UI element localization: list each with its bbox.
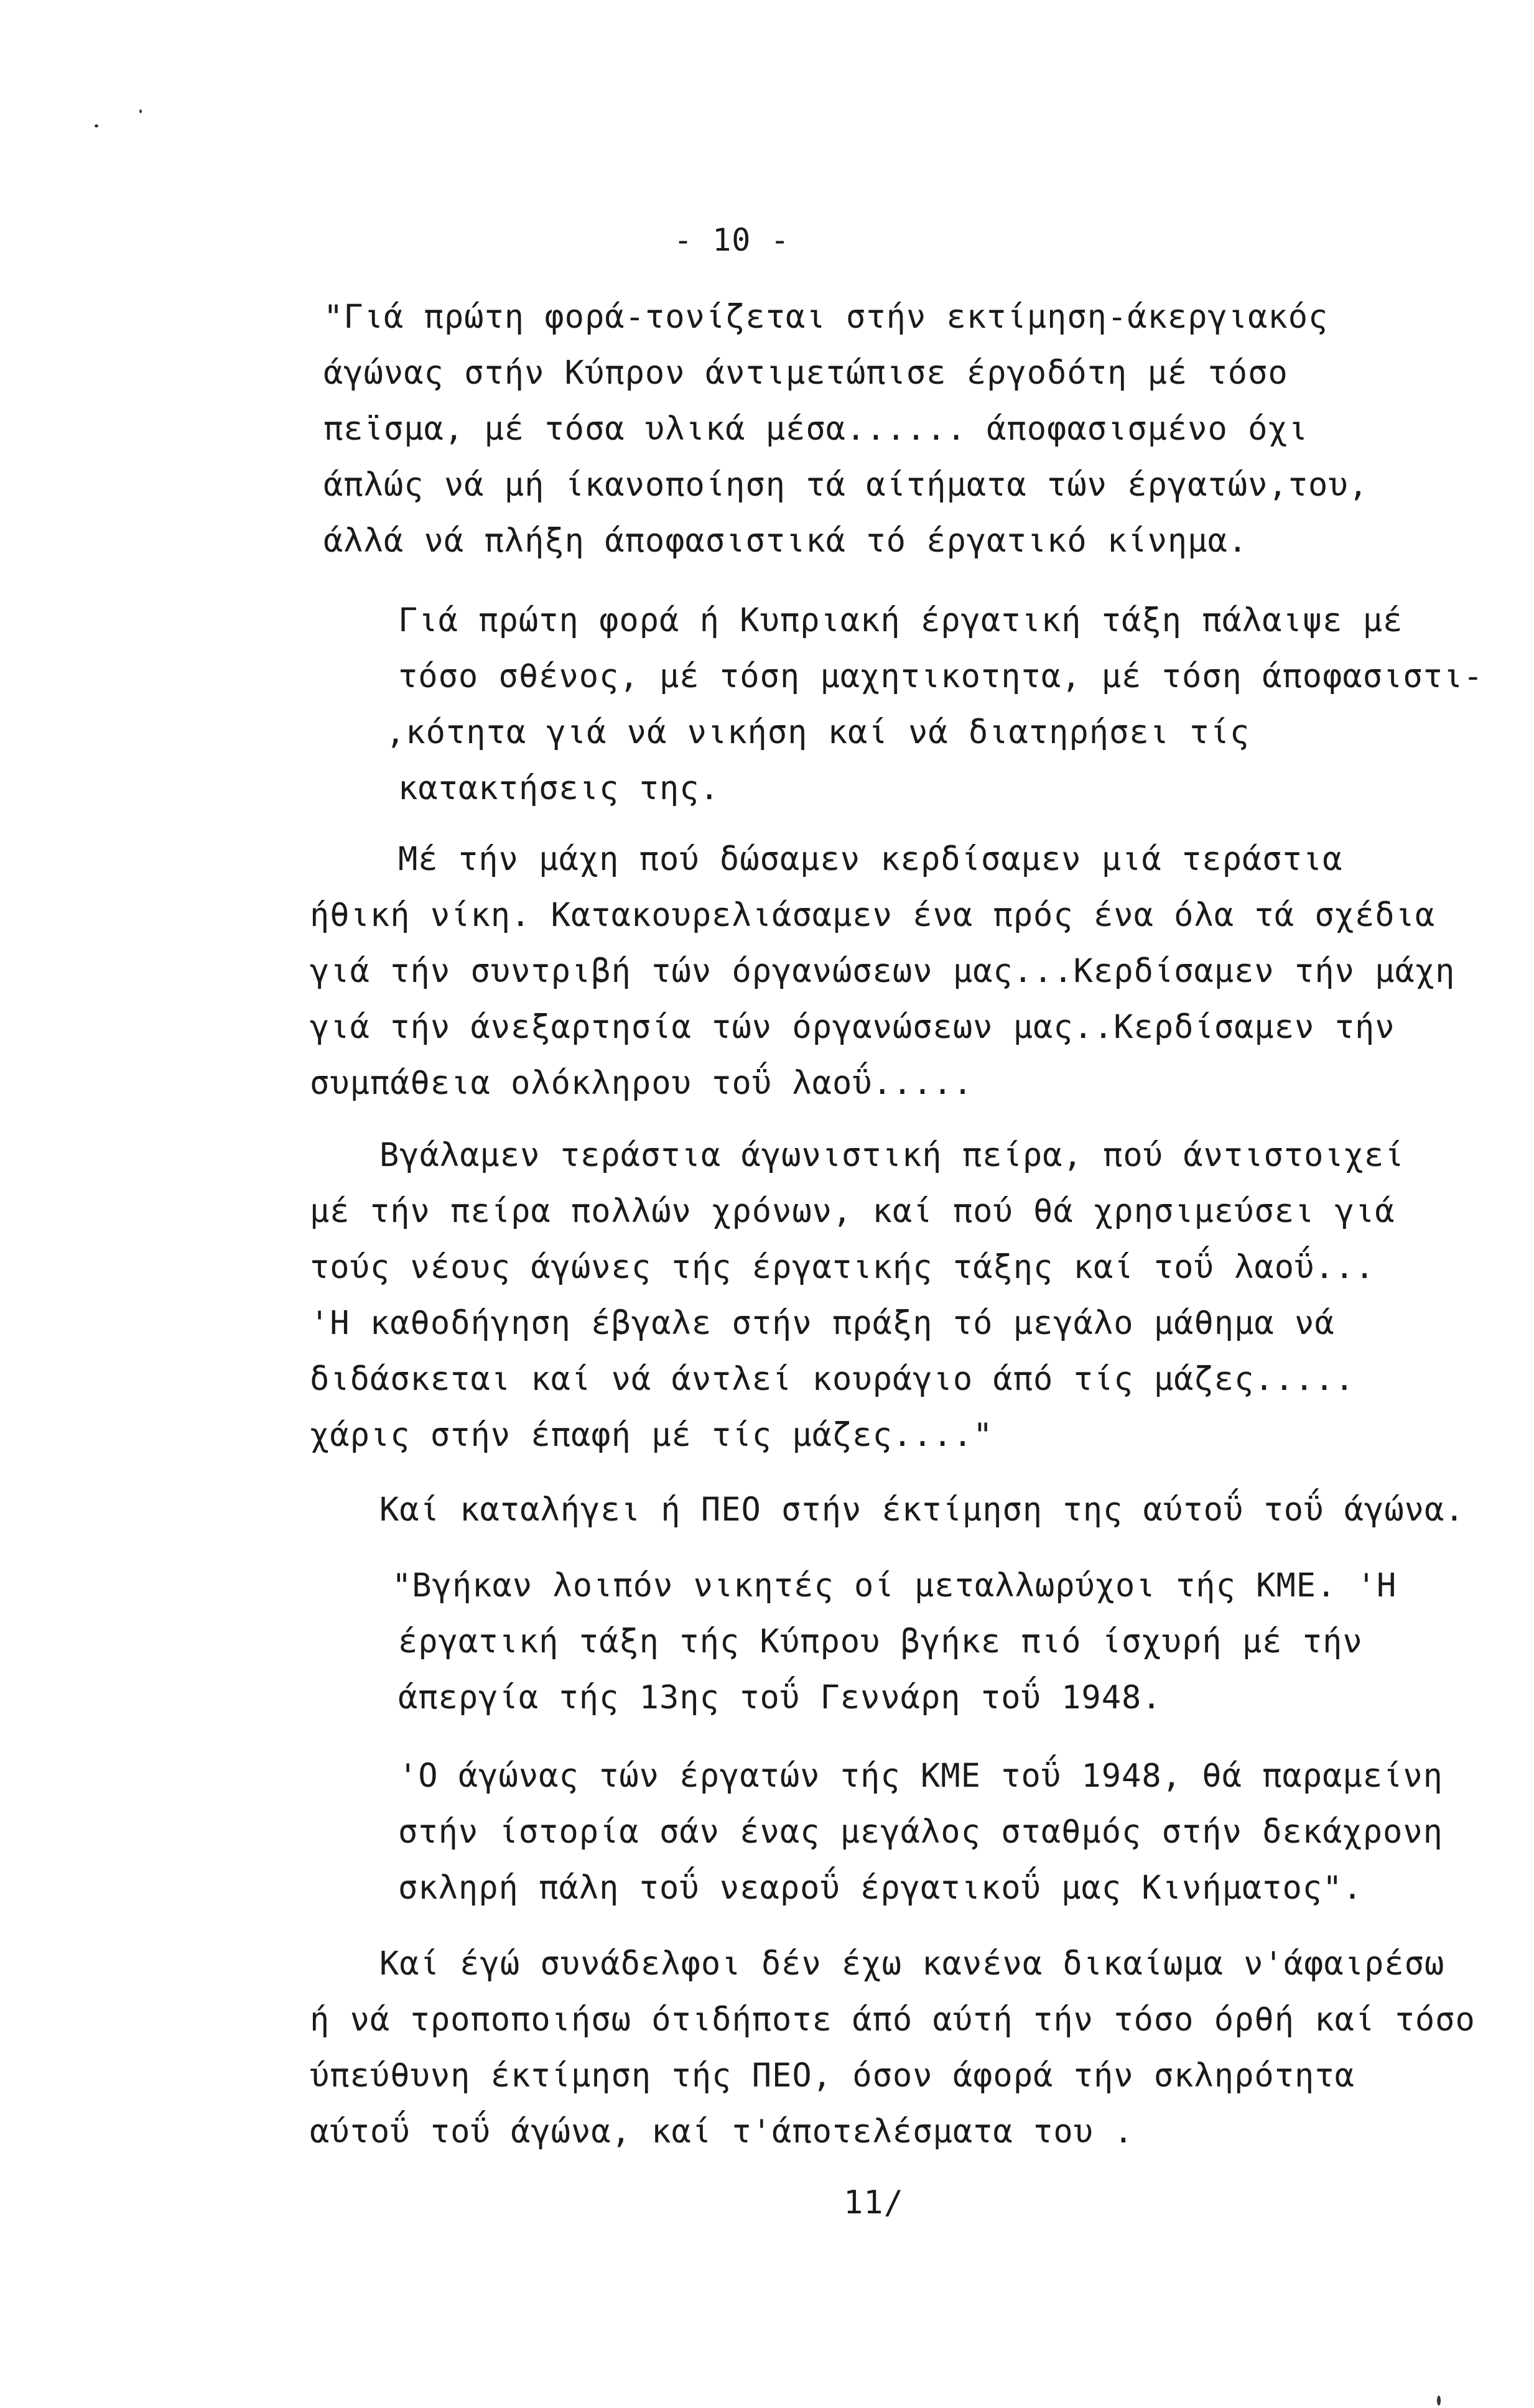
paragraph-3-line-2: ήθική νίκη. Κατακουρελιάσαμεν ένα πρός ένα όλα τά σχέδια — [310, 897, 1436, 934]
paragraph-8-line-3: ύπεύθυνη έκτίμηση τής ΠΕΟ, όσον άφορά τήν σκληρότητα — [310, 2057, 1355, 2095]
page-number: - 10 - — [674, 222, 790, 258]
paragraph-2-line-1: Γιά πρώτη φορά ή Κυπριακή έργατική τάξη πάλαιψε μέ — [398, 602, 1403, 639]
quote-1-line-3: άπεργία τής 13ης τοΰ Γεννάρη τοΰ 1948. — [398, 1679, 1162, 1716]
paragraph-4-line-5: διδάσκεται καί νά άντλεί κουράγιο άπό τίς μάζες..... — [310, 1361, 1355, 1398]
quote-2-line-2: στήν ίστορία σάν ένας μεγάλος σταθμός στήν δεκάχρονη — [398, 1813, 1443, 1851]
paragraph-2-line-3: ,κότητα γιά νά νικήση καί νά διατηρήσει τίς — [386, 714, 1250, 751]
paragraph-2-line-4: κατακτήσεις της. — [398, 770, 720, 807]
scan-speck — [139, 109, 142, 113]
paragraph-1-line-4: άπλώς νά μή ίκανοποίηση τά αίτήματα τών έργατών,του, — [323, 466, 1369, 504]
scan-speck — [95, 124, 98, 127]
paragraph-1-line-1: "Γιά πρώτη φορά-τονίζεται στήν εκτίμηση-άκεργιακός — [323, 299, 1329, 336]
paragraph-8-line-2: ή νά τροποποιήσω ότιδήποτε άπό αύτή τήν τόσο όρθή καί τόσο — [310, 2001, 1476, 2039]
paragraph-1-line-2: άγώνας στήν Κύπρον άντιμετώπισε έργοδότη μέ τόσο — [323, 354, 1288, 392]
paragraph-3-line-5: συμπάθεια ολόκληρου τοΰ λαοΰ..... — [310, 1065, 974, 1102]
paragraph-3-line-1: Μέ τήν μάχη πού δώσαμεν κερδίσαμεν μιά τεράστια — [398, 841, 1343, 878]
quote-1-line-1: "Βγήκαν λοιπόν νικητές οί μεταλλωρύχοι τής ΚΜΕ. 'Η — [392, 1567, 1397, 1605]
paragraph-4-line-4: 'Η καθοδήγηση έβγαλε στήν πράξη τό μεγάλο μάθημα νά — [310, 1305, 1335, 1342]
paragraph-4-line-3: τούς νέους άγώνες τής έργατικής τάξης καί τοΰ λαοΰ... — [310, 1249, 1375, 1286]
scan-speck — [1437, 2396, 1441, 2406]
quote-2-line-1: 'Ο άγώνας τών έργατών τής ΚΜΕ τοΰ 1948, θά παραμείνη — [398, 1757, 1443, 1795]
paragraph-4-line-6: χάρις στήν έπαφή μέ τίς μάζες...." — [310, 1417, 993, 1454]
paragraph-5-line-1: Καί καταλήγει ή ΠΕΟ στήν έκτίμηση της αύτοΰ τοΰ άγώνα. — [379, 1491, 1465, 1529]
paragraph-2-line-2: τόσο σθένος, μέ τόση μαχητικοτητα, μέ τόση άποφασιστι- — [398, 658, 1484, 695]
continuation-marker: 11/ — [844, 2184, 904, 2221]
paragraph-1-line-3: πεϊσμα, μέ τόσα υλικά μέσα...... άποφασισμένο όχι — [323, 410, 1309, 448]
paragraph-3-line-4: γιά τήν άνεξαρτησία τών όργανώσεων μας..Κερδίσαμεν τήν — [310, 1009, 1395, 1046]
paragraph-8-line-4: αύτοΰ τοΰ άγώνα, καί τ'άποτελέσματα του . — [310, 2113, 1134, 2151]
quote-1-line-2: έργατική τάξη τής Κύπρου βγήκε πιό ίσχυρή μέ τήν — [398, 1623, 1363, 1660]
paragraph-1-line-5: άλλά νά πλήξη άποφασιστικά τό έργατικό κίνημα. — [323, 522, 1248, 560]
paragraph-4-line-2: μέ τήν πείρα πολλών χρόνων, καί πού θά χρησιμεύσει γιά — [310, 1193, 1395, 1230]
paragraph-3-line-3: γιά τήν συντριβή τών όργανώσεων μας...Κερδίσαμεν τήν μάχη — [310, 953, 1456, 990]
quote-2-line-3: σκληρή πάλη τοΰ νεαροΰ έργατικοΰ μας Κινήματος". — [398, 1869, 1363, 1907]
paragraph-8-line-1: Καί έγώ συνάδελφοι δέν έχω κανένα δικαίωμα ν'άφαιρέσω — [379, 1945, 1445, 1983]
paragraph-4-line-1: Βγάλαμεν τεράστια άγωνιστική πείρα, πού άντιστοιχεί — [379, 1137, 1405, 1174]
